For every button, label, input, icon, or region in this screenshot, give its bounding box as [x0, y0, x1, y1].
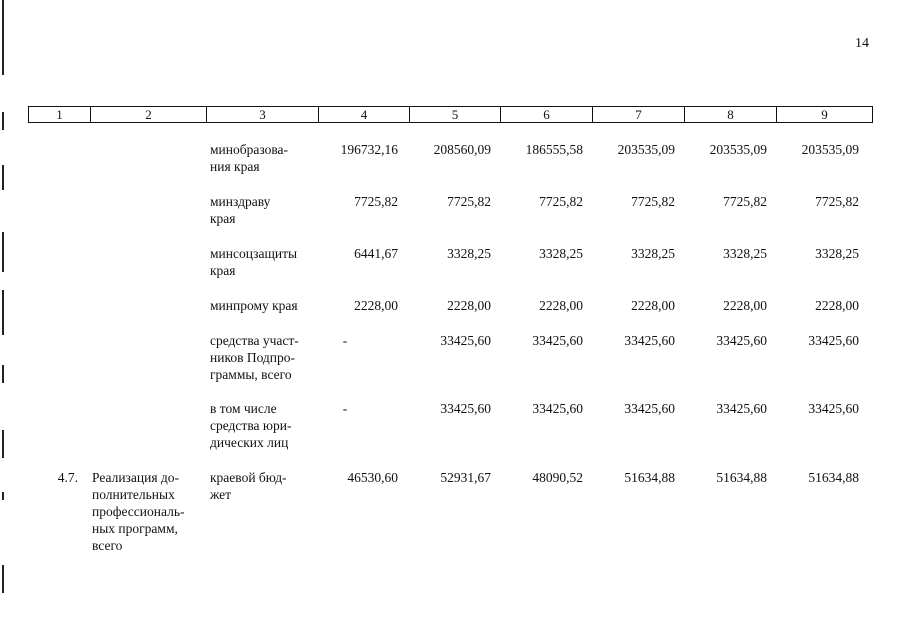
- row-title-line: полнительных: [92, 487, 175, 502]
- value-col5: 33425,60: [440, 333, 491, 348]
- value-col5: 3328,25: [447, 246, 491, 261]
- value-col5: 33425,60: [440, 401, 491, 416]
- row-title: [84, 193, 202, 227]
- scan-mark: [2, 232, 4, 272]
- value-col8: 33425,60: [716, 401, 767, 416]
- table-row: [28, 141, 873, 175]
- row-number: [28, 297, 84, 314]
- funding-source-line: минздраву: [210, 194, 271, 209]
- value-col9: 3328,25: [815, 246, 859, 261]
- value-col5: 2228,00: [447, 298, 491, 313]
- value-col6: 2228,00: [539, 298, 583, 313]
- row-title-line: Реализация до-: [92, 470, 180, 485]
- row-number: [28, 193, 84, 227]
- row-number: [28, 141, 84, 175]
- row-title-line: ных программ,: [92, 521, 178, 536]
- value-col6: 33425,60: [532, 333, 583, 348]
- value-col7: 7725,82: [631, 194, 675, 209]
- funding-source: [202, 400, 314, 451]
- value-col7: 203535,09: [617, 142, 675, 157]
- value-col5: 208560,09: [433, 142, 491, 157]
- table-row: [28, 193, 873, 227]
- funding-source-line: минсоцзащиты: [210, 246, 298, 261]
- value-col4: -: [342, 333, 348, 348]
- row-number: 4.7.: [57, 470, 78, 485]
- value-col5: 7725,82: [447, 194, 491, 209]
- value-col4: 196732,16: [340, 142, 398, 157]
- funding-source-line: ников Подпро-: [210, 350, 296, 365]
- table-header-row: [28, 106, 873, 123]
- funding-source-line: средства юри-: [210, 418, 292, 433]
- value-col5: 52931,67: [440, 470, 491, 485]
- value-col8: 51634,88: [716, 470, 767, 485]
- header-cell: 6: [501, 107, 593, 122]
- value-col8: 33425,60: [716, 333, 767, 348]
- scan-mark: [2, 430, 4, 458]
- value-col7: 3328,25: [631, 246, 675, 261]
- scan-mark: [2, 165, 4, 190]
- header-cell: 7: [593, 107, 685, 122]
- value-col8: 7725,82: [723, 194, 767, 209]
- funding-source-line: краевой бюд-: [210, 470, 287, 485]
- value-col7: 2228,00: [631, 298, 675, 313]
- row-title: [84, 332, 202, 383]
- row-title: [84, 297, 202, 314]
- row-title-line: профессиональ-: [92, 504, 185, 519]
- value-col4: 6441,67: [354, 246, 398, 261]
- value-col6: 186555,58: [525, 142, 583, 157]
- value-col6: 3328,25: [539, 246, 583, 261]
- row-title-line: всего: [92, 538, 123, 553]
- funding-source-line: минпрому края: [210, 298, 298, 313]
- header-cell: 5: [410, 107, 501, 122]
- value-col8: 3328,25: [723, 246, 767, 261]
- value-col7: 33425,60: [624, 401, 675, 416]
- value-col9: 203535,09: [801, 142, 859, 157]
- funding-source: [202, 297, 314, 314]
- table-row: [28, 245, 873, 279]
- value-col9: 33425,60: [808, 401, 859, 416]
- funding-source-line: края: [210, 211, 236, 226]
- funding-source-line: средства участ-: [210, 333, 299, 348]
- funding-source-line: граммы, всего: [210, 367, 292, 382]
- value-col9: 2228,00: [815, 298, 859, 313]
- funding-source-line: минобразова-: [210, 142, 289, 157]
- funding-source-line: в том числе: [210, 401, 277, 416]
- header-cell: 9: [821, 107, 828, 122]
- row-title: [84, 245, 202, 279]
- scan-mark: [2, 492, 4, 500]
- value-col7: 51634,88: [624, 470, 675, 485]
- funding-source-line: ния края: [210, 159, 260, 174]
- header-cell: 2: [91, 107, 207, 122]
- header-cell: 1: [29, 107, 91, 122]
- scan-mark: [2, 0, 4, 75]
- row-title: [84, 400, 202, 451]
- value-col4: 46530,60: [347, 470, 398, 485]
- row-number: [28, 332, 84, 383]
- value-col9: 33425,60: [808, 333, 859, 348]
- table-row: [28, 400, 873, 451]
- row-title: [84, 469, 202, 554]
- funding-source: [202, 193, 314, 227]
- funding-source-line: края: [210, 263, 236, 278]
- header-cell: 8: [685, 107, 777, 122]
- table-row: [28, 332, 873, 383]
- scan-mark: [2, 112, 4, 130]
- value-col6: 33425,60: [532, 401, 583, 416]
- funding-source-line: жет: [210, 487, 232, 502]
- row-number: [28, 400, 84, 451]
- table-row: [28, 469, 873, 554]
- value-col6: 7725,82: [539, 194, 583, 209]
- row-title: [84, 141, 202, 175]
- value-col9: 51634,88: [808, 470, 859, 485]
- header-cell: 3: [207, 107, 319, 122]
- value-col4: 2228,00: [354, 298, 398, 313]
- value-col8: 2228,00: [723, 298, 767, 313]
- scan-mark: [2, 365, 4, 383]
- value-col7: 33425,60: [624, 333, 675, 348]
- page-number: 14: [855, 36, 869, 51]
- funding-source: [202, 141, 314, 175]
- funding-source: [202, 332, 314, 383]
- value-col6: 48090,52: [532, 470, 583, 485]
- value-col9: 7725,82: [815, 194, 859, 209]
- value-col8: 203535,09: [709, 142, 767, 157]
- funding-source: [202, 469, 314, 554]
- funding-source-line: дических лиц: [210, 435, 289, 450]
- funding-source: [202, 245, 314, 279]
- header-cell: 4: [319, 107, 410, 122]
- value-col4: -: [342, 401, 348, 416]
- scan-mark: [2, 290, 4, 335]
- row-number: [28, 245, 84, 279]
- value-col4: 7725,82: [354, 194, 398, 209]
- table-row: [28, 297, 873, 314]
- scan-mark: [2, 565, 4, 593]
